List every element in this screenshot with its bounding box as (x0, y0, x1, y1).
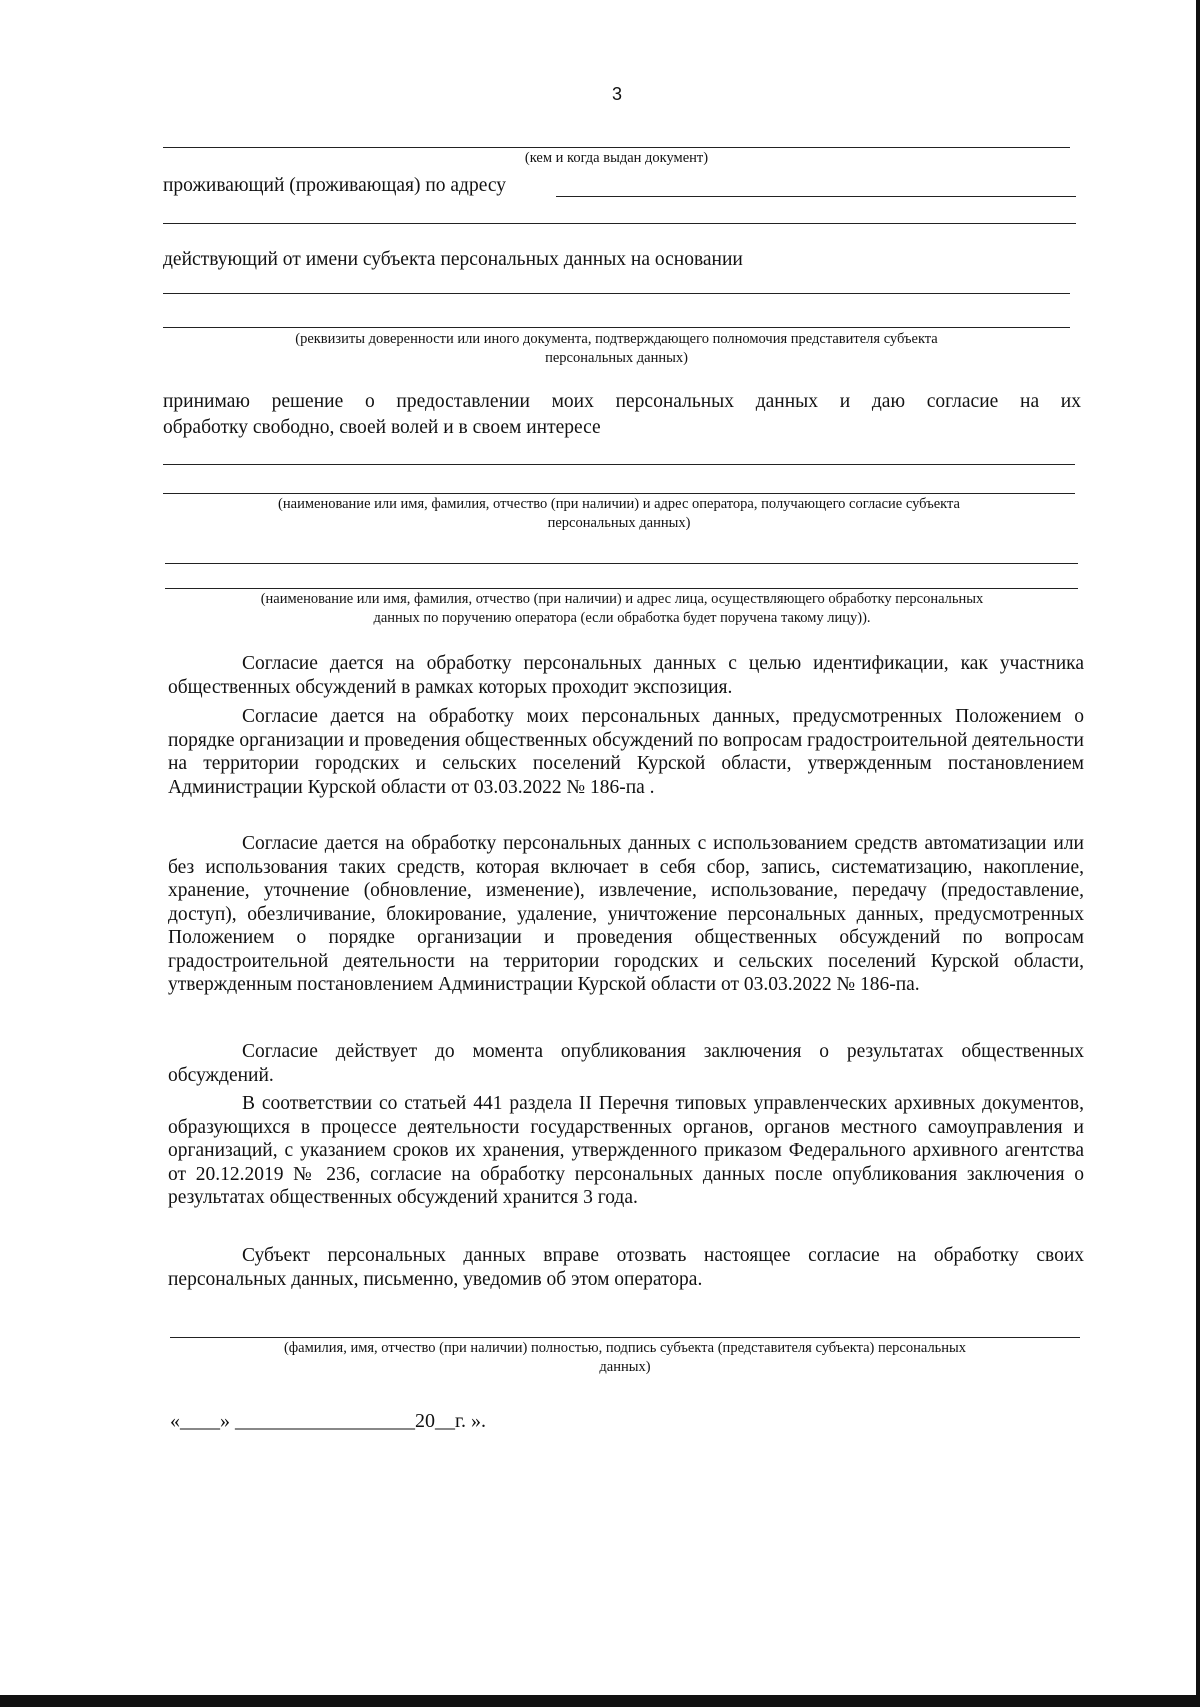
processor-caption-line-1: (наименование или имя, фамилия, отчество (при наличии) и адрес лица, осуществляющего обработку персональных (260, 591, 984, 607)
decision-text-line-1: принимаю решение о предоставлении моих персональных данных и даю согласие на их (163, 391, 1081, 412)
issued-by-caption: (кем и когда выдан документ) (524, 150, 709, 166)
paragraph-scope: Согласие дается на обработку моих персональных данных, предусмотренных Положением о порядке организации и проведения общественных обсуждений по вопросам градостроительной деятельности на территории городских и сельских поселений Курской области, утвержденным постановлением Администрации Курской области от 03.03.2022 № 186-па . (168, 706, 1084, 798)
proxy-caption-line-1: (реквизиты доверенности или иного документа, подтверждающего полномочия представителя субъекта (295, 331, 938, 347)
signature-field-line[interactable] (170, 1337, 1080, 1338)
signature-caption-line-1: (фамилия, имя, отчество (при наличии) полностью, подпись субъекта (представителя субъекта) персональных (283, 1340, 967, 1356)
paragraph-validity: Согласие действует до момента опубликования заключения о результатах общественных обсуждений. (168, 1041, 1084, 1086)
operator-field-line-1[interactable] (163, 464, 1075, 465)
paragraph-retention: В соответствии со статьей 441 раздела II Перечня типовых управленческих архивных документов, образующихся в процессе деятельности государственных органов, органов местного самоуправления и организаций, с указанием сроков их хранения, утвержденного приказом Федерального архивного агентства от 20.12.2019 № 236, согласие на обработку персональных данных после опубликования заключения о результатах общественных обсуждений хранится 3 года. (168, 1093, 1084, 1208)
address-label: проживающий (проживающая) по адресу (163, 175, 507, 196)
address-field-line-1[interactable] (556, 196, 1076, 197)
page-number: 3 (612, 84, 623, 104)
acting-field-line-2[interactable] (163, 327, 1070, 328)
address-field-line-2[interactable] (163, 223, 1076, 224)
processor-field-line-2[interactable] (165, 588, 1078, 589)
decision-text-line-2: обработку свободно, своей волей и в своем интересе (163, 417, 601, 438)
processor-caption-line-2: данных по поручению оператора (если обработка будет поручена такому лицу)). (373, 610, 871, 626)
paragraph-withdrawal: Субъект персональных данных вправе отозвать настоящее согласие на обработку своих персональных данных, письменно, уведомив об этом оператора. (168, 1245, 1084, 1290)
operator-caption-line-2: персональных данных) (547, 515, 691, 531)
scan-edge-bottom (0, 1695, 1200, 1707)
scan-edge-right (1196, 0, 1200, 1707)
proxy-caption-line-2: персональных данных) (545, 350, 688, 366)
issued-by-line[interactable] (163, 147, 1070, 148)
operator-caption-line-1: (наименование или имя, фамилия, отчество (при наличии) и адрес оператора, получающего согласие субъекта (278, 496, 960, 512)
acting-label: действующий от имени субъекта персональных данных на основании (163, 249, 743, 270)
operator-field-line-2[interactable] (163, 493, 1075, 494)
paragraph-processing-methods: Согласие дается на обработку персональных данных с использованием средств автоматизации или без использования таких средств, которая включает в себя сбор, запись, систематизацию, накопление, хранение, уточнение (обновление, изменение), извлечение, использование, передачу (предоставление, доступ), обезличивание, блокирование, удаление, уничтожение персональных данных, предусмотренных Положением о порядке организации и проведения общественных обсуждений по вопросам градостроительной деятельности на территории городских и сельских поселений Курской области, утвержденным постановлением Администрации Курской области от 03.03.2022 № 186-па. (168, 833, 1084, 995)
processor-field-line-1[interactable] (165, 563, 1078, 564)
signature-caption-line-2: данных) (599, 1359, 651, 1375)
paragraph-purpose: Согласие дается на обработку персональных данных с целью идентификации, как участника общественных обсуждений в рамках которых проходит экспозиция. (168, 653, 1084, 698)
acting-field-line-1[interactable] (163, 293, 1070, 294)
date-field[interactable]: «____» __________________20__г. ». (170, 1410, 486, 1432)
